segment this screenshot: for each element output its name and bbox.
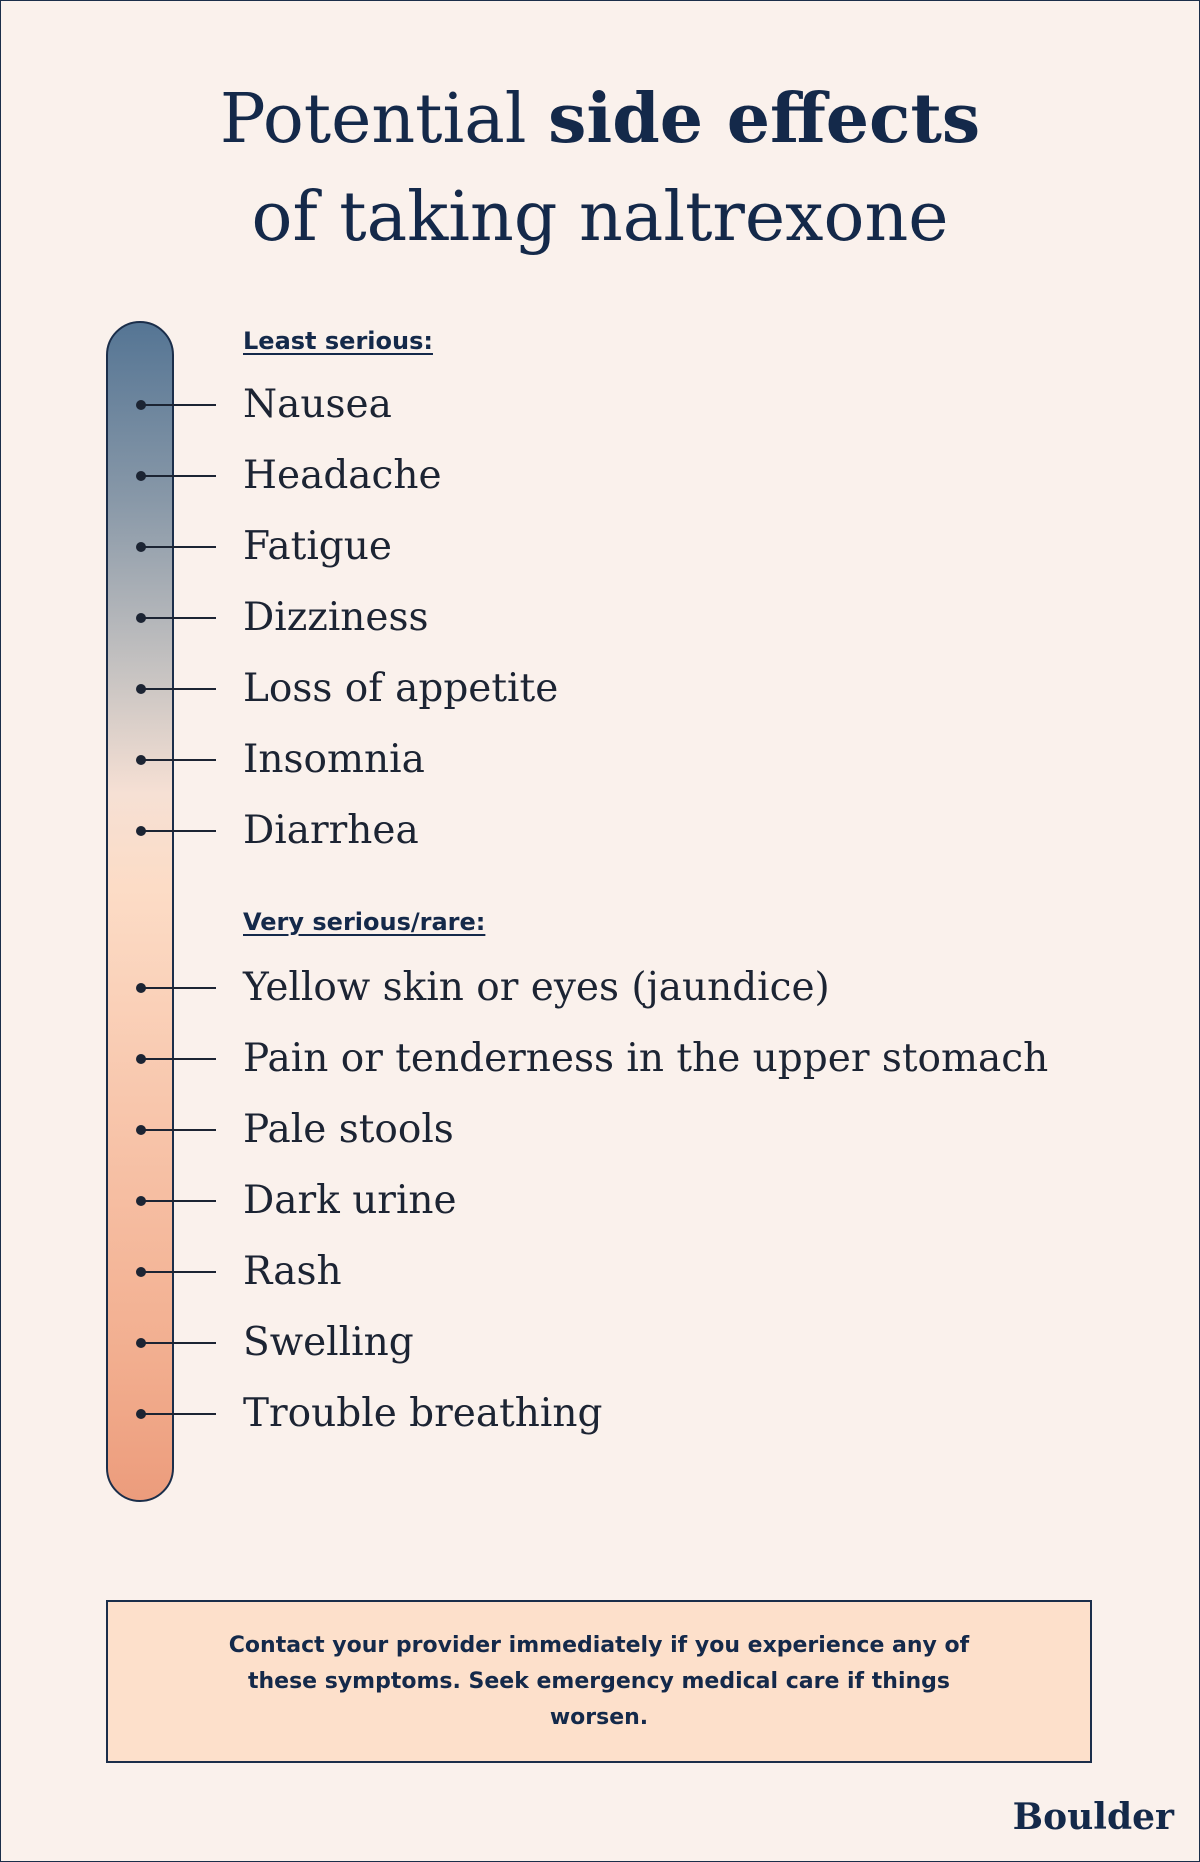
very-serious-heading: Very serious/rare: <box>243 908 486 936</box>
side-effect-item <box>0 1318 1200 1368</box>
connector-line <box>141 1129 216 1131</box>
side-effect-item <box>0 1176 1200 1226</box>
title-emphasis: side effects <box>548 79 981 159</box>
side-effect-label: Dizziness <box>243 595 429 640</box>
side-effect-item <box>0 735 1200 785</box>
side-effect-label: Loss of appetite <box>243 666 559 711</box>
side-effect-label: Pain or tenderness in the upper stomach <box>243 1036 1049 1081</box>
title-line-2: of taking naltrexone <box>251 178 949 257</box>
side-effect-item <box>0 380 1200 430</box>
connector-line <box>141 475 216 477</box>
side-effect-item <box>0 664 1200 714</box>
side-effect-label: Nausea <box>243 382 392 427</box>
brand-logo: Boulder <box>1012 1796 1174 1838</box>
side-effect-label: Trouble breathing <box>243 1391 603 1436</box>
warning-note-text: Contact your provider immediately if you experience any of these symptoms. Seek emergency medical care if things worsen. <box>228 1632 970 1730</box>
connector-line <box>141 1342 216 1344</box>
title-prefix: Potential <box>219 80 549 159</box>
side-effect-item <box>0 522 1200 572</box>
connector-line <box>141 688 216 690</box>
connector-line <box>141 546 216 548</box>
connector-line <box>141 987 216 989</box>
side-effect-item <box>0 1389 1200 1439</box>
connector-line <box>141 404 216 406</box>
side-effect-label: Fatigue <box>243 524 392 569</box>
side-effect-item <box>0 1034 1200 1084</box>
connector-line <box>141 1058 216 1060</box>
title-line-1 <box>0 70 1200 169</box>
connector-line <box>141 1200 216 1202</box>
side-effect-label: Insomnia <box>243 737 425 782</box>
side-effect-item <box>0 1247 1200 1297</box>
side-effect-item <box>0 1105 1200 1155</box>
connector-line <box>141 830 216 832</box>
connector-line <box>141 759 216 761</box>
side-effect-label: Rash <box>243 1249 342 1294</box>
page-title <box>0 70 1200 267</box>
connector-line <box>141 1413 216 1415</box>
side-effect-item <box>0 593 1200 643</box>
side-effect-label: Pale stools <box>243 1107 454 1152</box>
warning-note-box <box>106 1600 1092 1763</box>
side-effect-label: Yellow skin or eyes (jaundice) <box>243 965 830 1010</box>
connector-line <box>141 617 216 619</box>
side-effect-item <box>0 806 1200 856</box>
side-effect-label: Diarrhea <box>243 808 419 853</box>
side-effect-item <box>0 963 1200 1013</box>
side-effect-item <box>0 451 1200 501</box>
least-serious-heading: Least serious: <box>243 327 433 355</box>
side-effect-label: Dark urine <box>243 1178 457 1223</box>
side-effect-label: Swelling <box>243 1320 414 1365</box>
side-effect-label: Headache <box>243 453 442 498</box>
connector-line <box>141 1271 216 1273</box>
